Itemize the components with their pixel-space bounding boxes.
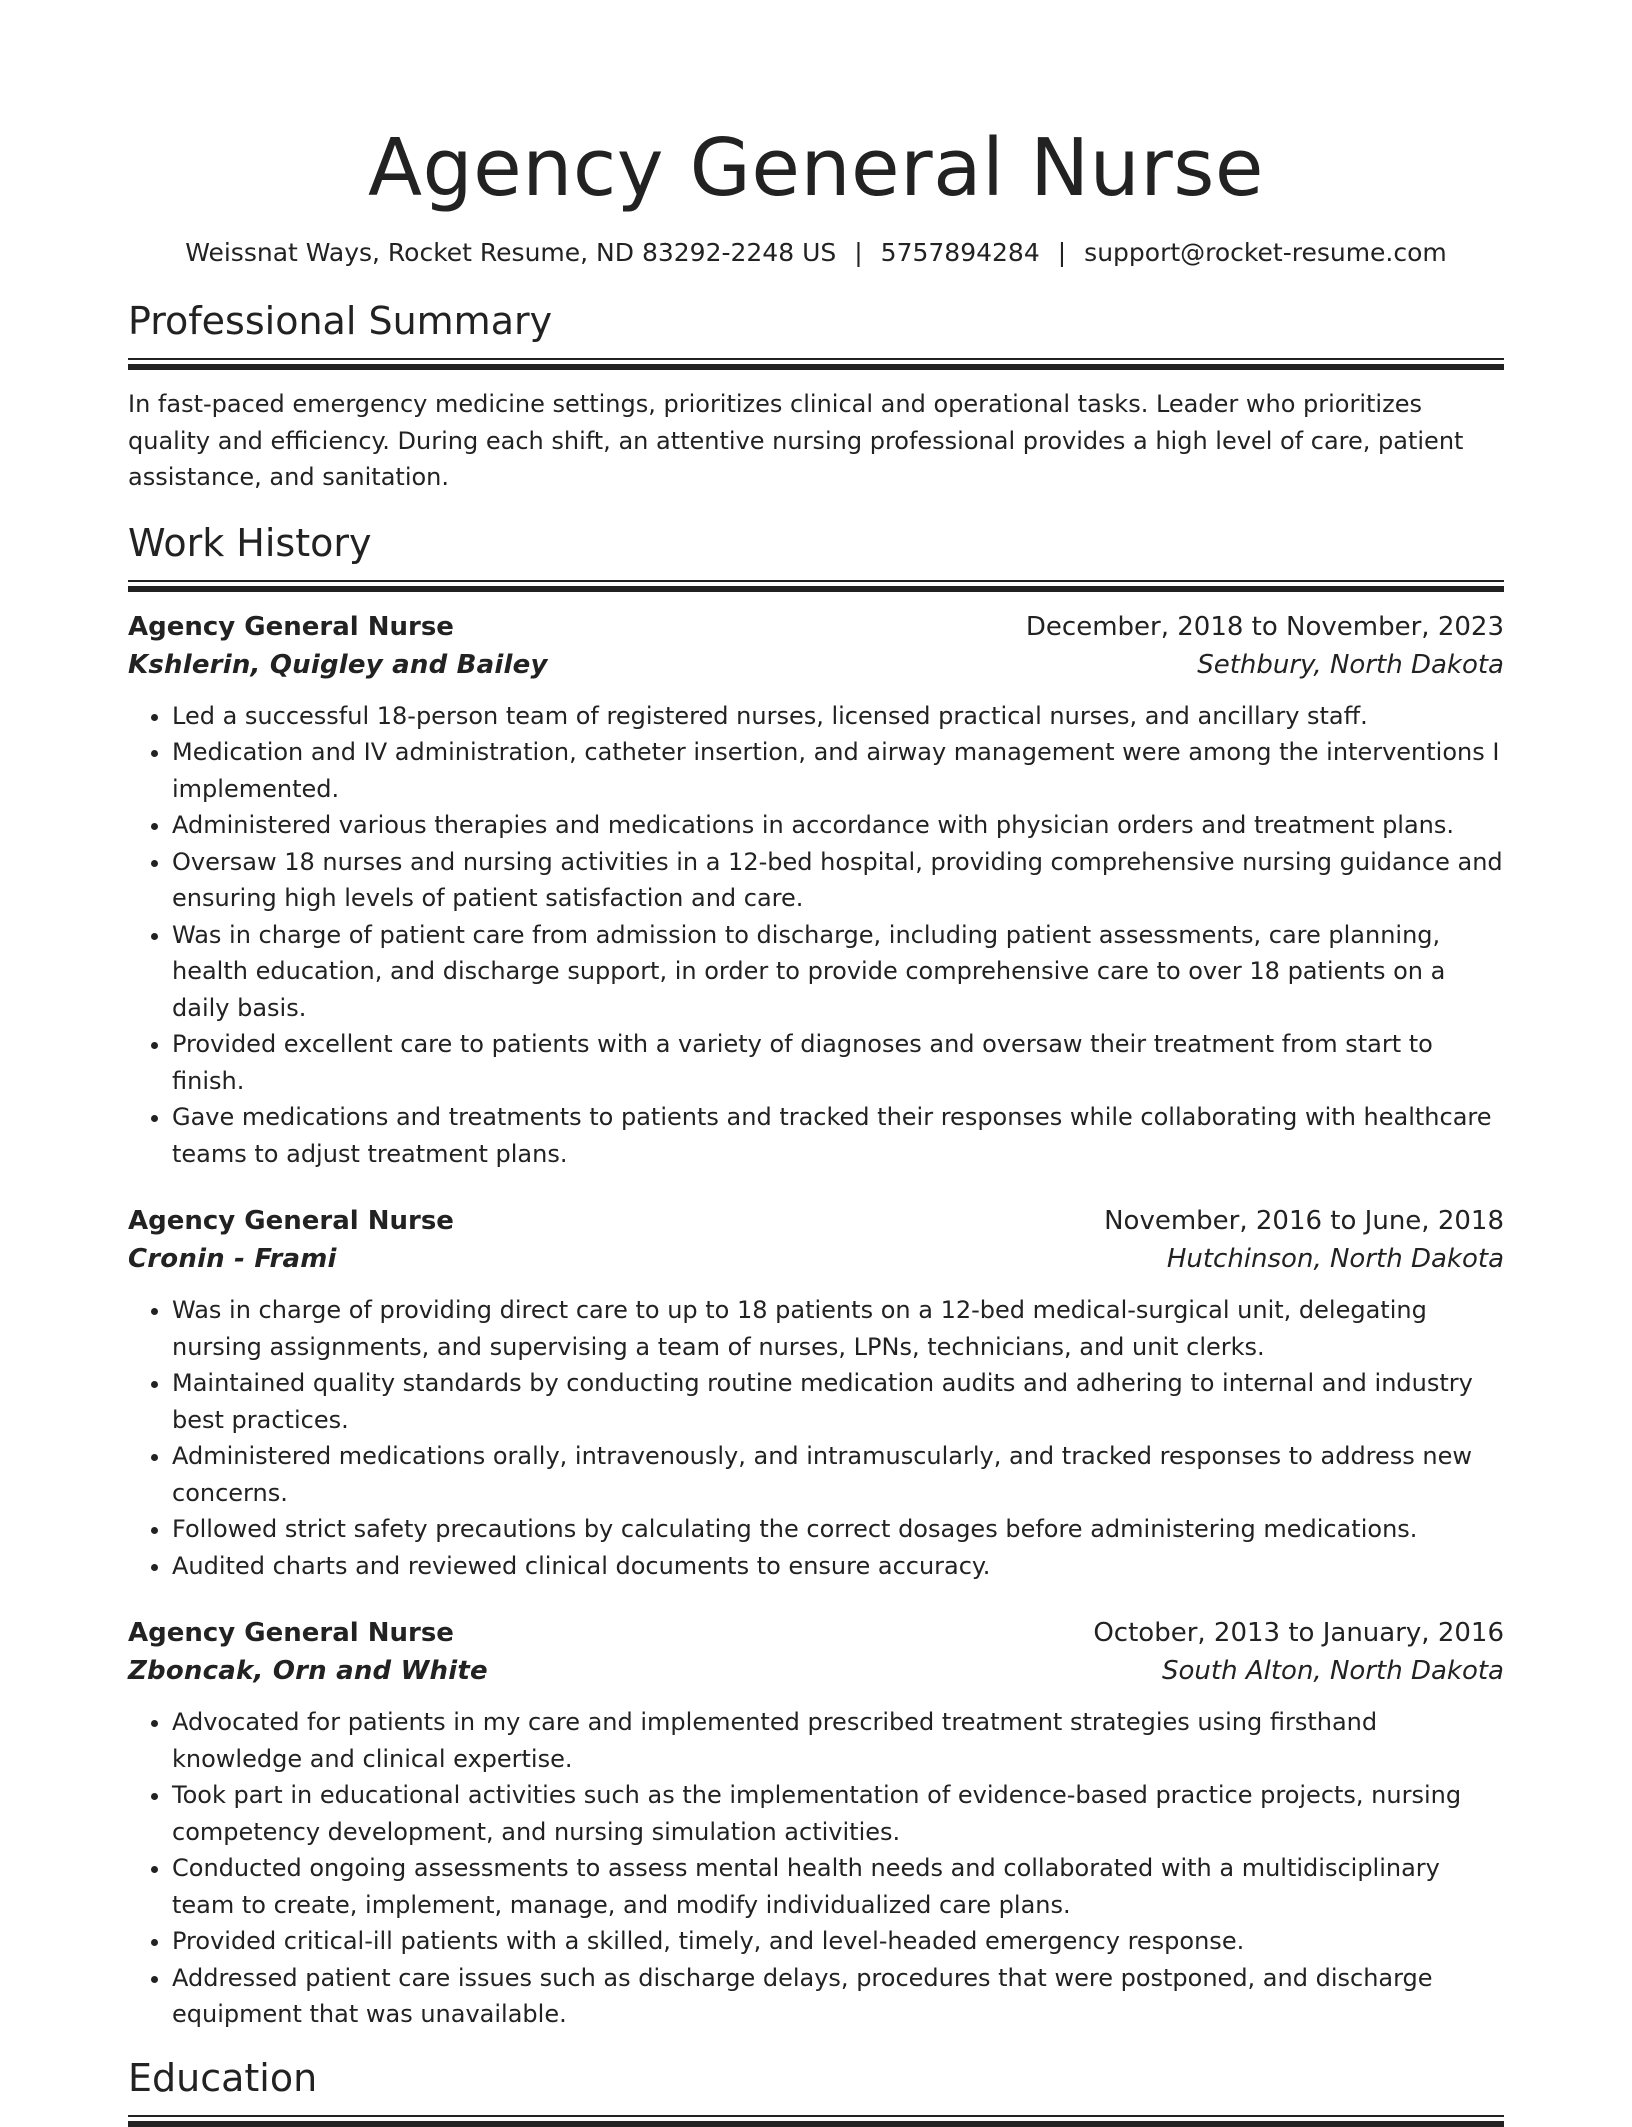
section-title-work-history: Work History (128, 520, 372, 565)
job-entry (128, 1202, 1504, 1584)
job-company: Zboncak, Orn and White (128, 1656, 488, 1686)
job-bullet: • Administered various therapies and medications in accordance with physician orders and treatment plans. (172, 807, 1504, 844)
job-bullet: • Provided critical-ill patients with a skilled, timely, and level-headed emergency response. (172, 1923, 1504, 1960)
job-header-row (128, 1202, 1504, 1240)
job-company-row (128, 1240, 1504, 1278)
summary-text: In fast-paced emergency medicine settings, prioritizes clinical and operational tasks. Leader who prioritizes quality and efficiency. During each shift, an attentive nursing professional provides a high level of care, patient assistance, and sanitation. (128, 390, 1464, 491)
contact-separator: | (1057, 238, 1067, 267)
section-divider (128, 358, 1504, 370)
contact-separator: | (854, 238, 863, 267)
job-bullet: • Provided excellent care to patients with a variety of diagnoses and oversaw their treatment from start to finish. (172, 1026, 1504, 1099)
job-title: Agency General Nurse (128, 611, 454, 642)
resume-name: Agency General Nurse (367, 122, 1264, 214)
job-bullet: • Gave medications and treatments to patients and tracked their responses while collaborating with healthcare teams to adjust treatment plans. (172, 1099, 1504, 1172)
job-header-row (128, 608, 1504, 646)
job-company: Kshlerin, Quigley and Bailey (128, 649, 548, 680)
job-dates: November, 2016 to June, 2018 (1104, 1206, 1504, 1236)
job-title: Agency General Nurse (128, 1206, 454, 1236)
resume-page (128, 0, 1504, 2127)
job-bullets (128, 698, 1504, 1173)
job-bullet: • Oversaw 18 nurses and nursing activities in a 12-bed hospital, providing comprehensive nursing guidance and ensuring high levels of patient satisfaction and care. (172, 844, 1504, 917)
job-bullet: • Was in charge of providing direct care to up to 18 patients on a 12-bed medical-surgical unit, delegating nursing assignments, and supervising a team of nurses, LPNs, technicians, and unit clerks. (172, 1292, 1504, 1365)
job-location: Hutchinson, North Dakota (1166, 1244, 1504, 1274)
job-bullet: • Addressed patient care issues such as discharge delays, procedures that were postponed, and discharge equipment that was unavailable. (172, 1960, 1504, 2033)
section-divider (128, 2115, 1504, 2127)
job-location: Sethbury, North Dakota (1197, 649, 1504, 680)
job-bullets (128, 1704, 1504, 2033)
job-dates: October, 2013 to January, 2016 (1093, 1618, 1504, 1648)
job-company-row (128, 1652, 1504, 1690)
job-bullet: • Conducted ongoing assessments to assess mental health needs and collaborated with a multidisciplinary team to create, implement, manage, and modify individualized care plans. (172, 1850, 1504, 1923)
job-entry (128, 1614, 1504, 2033)
contact-phone: 5757894284 (880, 238, 1040, 267)
job-bullet: • Was in charge of patient care from admission to discharge, including patient assessments, care planning, health education, and discharge support, in order to provide comprehensive care to over 18 patients on a daily basis. (172, 917, 1504, 1027)
job-company: Cronin - Frami (128, 1244, 337, 1274)
job-bullet: • Administered medications orally, intravenously, and intramuscularly, and tracked responses to address new concerns. (172, 1438, 1504, 1511)
summary-section (128, 296, 1504, 496)
job-bullet: • Audited charts and reviewed clinical documents to ensure accuracy. (172, 1548, 1504, 1585)
job-location: South Alton, North Dakota (1162, 1656, 1504, 1686)
job-bullet: • Maintained quality standards by conducting routine medication audits and adhering to internal and industry best practices. (172, 1365, 1504, 1438)
section-title-education: Education (128, 2055, 318, 2100)
contact-address: Weissnat Ways, Rocket Resume, ND 83292-2248 US (185, 238, 837, 267)
job-bullet: • Followed strict safety precautions by calculating the correct dosages before administering medications. (172, 1511, 1504, 1548)
job-bullet: • Led a successful 18-person team of registered nurses, licensed practical nurses, and ancillary staff. (172, 698, 1504, 735)
job-company-row (128, 646, 1504, 684)
job-bullets (128, 1292, 1504, 1584)
job-header-row (128, 1614, 1504, 1652)
contact-line (128, 236, 1504, 270)
work-history-section (128, 518, 1504, 2033)
job-bullet: • Advocated for patients in my care and implemented prescribed treatment strategies using firsthand knowledge and clinical expertise. (172, 1704, 1504, 1777)
job-bullet: • Medication and IV administration, catheter insertion, and airway management were among the interventions I implemented. (172, 734, 1504, 807)
section-title-summary: Professional Summary (128, 299, 553, 343)
job-dates: December, 2018 to November, 2023 (1025, 611, 1504, 642)
contact-email: support@rocket-resume.com (1084, 238, 1447, 267)
education-section (128, 2053, 1504, 2127)
job-title: Agency General Nurse (128, 1618, 454, 1648)
job-bullet: • Took part in educational activities such as the implementation of evidence-based practice projects, nursing competency development, and nursing simulation activities. (172, 1777, 1504, 1850)
job-entry (128, 608, 1504, 1173)
section-divider (128, 580, 1504, 592)
